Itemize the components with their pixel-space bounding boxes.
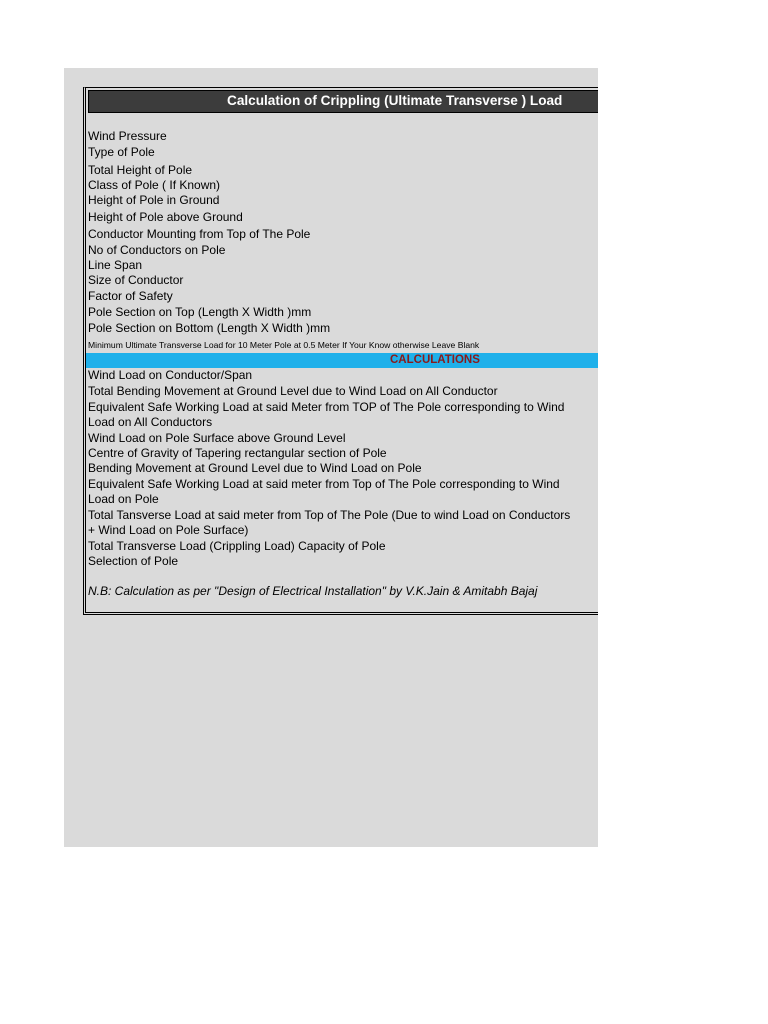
calc-safe-working-load-conductors-cont: Load on All Conductors [88, 415, 213, 429]
calc-bending-movement-pole: Bending Movement at Ground Level due to Wind Load on Pole [88, 461, 422, 475]
calc-crippling-load-capacity: Total Transverse Load (Crippling Load) Capacity of Pole [88, 539, 386, 553]
label-wind-pressure: Wind Pressure [88, 129, 167, 143]
reference-note: N.B: Calculation as per "Design of Electrical Installation" by V.K.Jain & Amitabh Bajaj [88, 584, 538, 598]
label-pole-section-top: Pole Section on Top (Length X Width )mm [88, 305, 312, 319]
label-line-span: Line Span [88, 258, 143, 272]
calc-centre-of-gravity: Centre of Gravity of Tapering rectangular section of Pole [88, 446, 387, 460]
label-class-of-pole: Class of Pole ( If Known) [88, 178, 221, 192]
calc-wind-load-conductor: Wind Load on Conductor/Span [88, 368, 253, 382]
calc-bending-movement-conductors: Total Bending Movement at Ground Level due to Wind Load on All Conductor [88, 384, 498, 398]
title-bar [88, 90, 598, 113]
label-factor-of-safety: Factor of Safety [88, 289, 173, 303]
calculation-sheet [83, 87, 598, 615]
label-size-of-conductor: Size of Conductor [88, 273, 184, 287]
label-height-above-ground: Height of Pole above Ground [88, 210, 243, 224]
calc-safe-working-load-conductors: Equivalent Safe Working Load at said Meter from TOP of The Pole corresponding to Wind [88, 400, 565, 414]
label-minimum-ultimate-load: Minimum Ultimate Transverse Load for 10 Meter Pole at 0.5 Meter If Your Know otherwise Leave Blank [88, 340, 480, 350]
label-total-height: Total Height of Pole [88, 163, 193, 177]
label-pole-section-bottom: Pole Section on Bottom (Length X Width )mm [88, 321, 331, 335]
spreadsheet-page [64, 68, 598, 847]
calculations-heading: CALCULATIONS [390, 354, 480, 366]
sheet-title: Calculation of Crippling (Ultimate Transverse ) Load [227, 93, 563, 108]
calc-selection-of-pole: Selection of Pole [88, 554, 179, 568]
calc-safe-working-load-pole: Equivalent Safe Working Load at said meter from Top of The Pole corresponding to Wind [88, 477, 560, 491]
label-type-of-pole: Type of Pole [88, 145, 155, 159]
calc-safe-working-load-pole-cont: Load on Pole [88, 492, 159, 506]
calc-wind-load-pole-surface: Wind Load on Pole Surface above Ground Level [88, 431, 346, 445]
calc-total-transverse-load-cont: + Wind Load on Pole Surface) [88, 523, 249, 537]
label-height-in-ground: Height of Pole in Ground [88, 193, 220, 207]
calculations-bar [86, 353, 598, 368]
calc-total-transverse-load: Total Tansverse Load at said meter from Top of The Pole (Due to wind Load on Conductors [88, 508, 571, 522]
label-no-of-conductors: No of Conductors on Pole [88, 243, 226, 257]
label-conductor-mounting: Conductor Mounting from Top of The Pole [88, 227, 311, 241]
